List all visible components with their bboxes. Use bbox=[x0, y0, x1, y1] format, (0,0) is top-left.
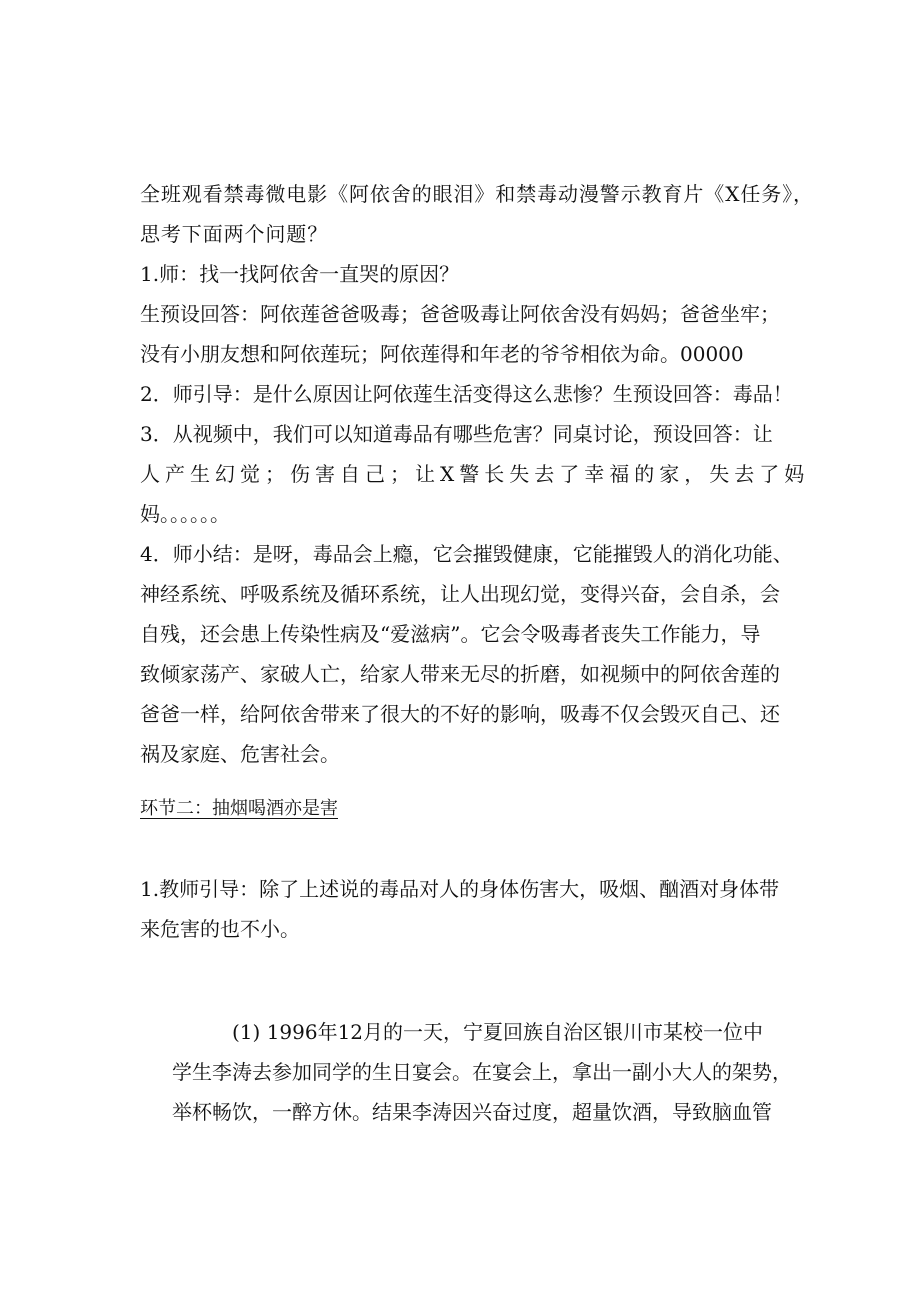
question-1-line-1: 1.师：找一找阿依舍一直哭的原因？ bbox=[140, 262, 460, 286]
teacher-guide-line-2: 来危害的也不小。 bbox=[140, 917, 300, 941]
teacher-guide-line-1: 1.教师引导：除了上述说的毒品对人的身体伤害大，吸烟、酗酒对身体带 bbox=[140, 877, 780, 901]
question-3-line-2: 人产生幻觉；伤害自己；让X警长失去了幸福的家，失去了妈 bbox=[140, 462, 810, 486]
question-3-line-3: 妈。。。。。。 bbox=[140, 502, 230, 526]
intro-line-1: 全班观看禁毒微电影《阿依舍的眼泪》和禁毒动漫警示教育片《X任务》， bbox=[140, 182, 814, 206]
case-1-line-3: 举杯畅饮，一醉方休。结果李涛因兴奋过度，超量饮酒，导致脑血管 bbox=[172, 1100, 772, 1124]
question-1-line-3: 没有小朋友想和阿依莲玩；阿依莲得和年老的爷爷相依为命。00000 bbox=[140, 342, 744, 366]
section-heading: 环节二：抽烟喝酒亦是害 bbox=[140, 798, 338, 819]
case-1-line-1: (1) 1996年12月的一天，宁夏回族自治区银川市某校一位中 bbox=[232, 1020, 764, 1044]
summary-line-6: 祸及家庭、危害社会。 bbox=[140, 742, 340, 766]
question-2-line-1: 2．师引导：是什么原因让阿依莲生活变得这么悲惨？生预设回答：毒品！ bbox=[140, 382, 793, 406]
question-1-line-2: 生预设回答：阿依莲爸爸吸毒；爸爸吸毒让阿依舍没有妈妈；爸爸坐牢； bbox=[140, 302, 780, 326]
summary-line-5: 爸爸一样，给阿依舍带来了很大的不好的影响，吸毒不仅会毁灭自己、还 bbox=[140, 702, 780, 726]
summary-line-3: 自残，还会患上传染性病及“爱滋病”。它会令吸毒者丧失工作能力，导 bbox=[140, 622, 761, 646]
case-1-line-2: 学生李涛去参加同学的生日宴会。在宴会上，拿出一副小大人的架势， bbox=[172, 1060, 792, 1084]
intro-line-2: 思考下面两个问题？ bbox=[140, 222, 329, 246]
summary-line-1: 4．师小结：是呀，毒品会上瘾，它会摧毁健康，它能摧毁人的消化功能、 bbox=[140, 542, 793, 566]
question-3-line-1: 3．从视频中，我们可以知道毒品有哪些危害？同桌讨论，预设回答：让 bbox=[140, 422, 773, 446]
summary-line-2: 神经系统、呼吸系统及循环系统，让人出现幻觉，变得兴奋，会自杀，会 bbox=[140, 582, 780, 606]
summary-line-4: 致倾家荡产、家破人亡，给家人带来无尽的折磨，如视频中的阿依舍莲的 bbox=[140, 662, 780, 686]
